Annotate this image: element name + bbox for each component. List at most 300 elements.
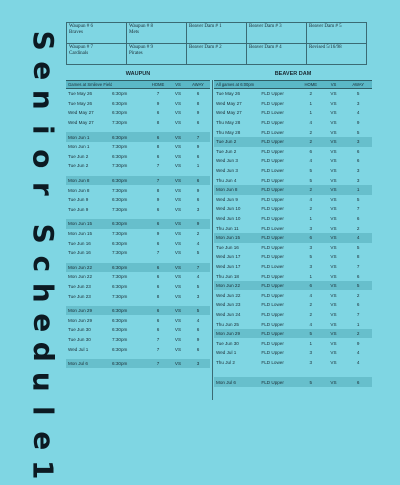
column-header: VS xyxy=(330,82,337,87)
cell-away: 7 xyxy=(356,263,360,269)
table-row xyxy=(214,348,372,358)
cell-vs: VS xyxy=(174,240,182,246)
title-letter: d xyxy=(26,341,60,362)
cell-time: FLD Upper xyxy=(261,379,284,385)
cell-time: FLD Upper xyxy=(261,350,284,356)
cell-vs: VS xyxy=(174,327,182,333)
cell-day: Tue Jun 16 xyxy=(216,244,239,250)
cell-vs: VS xyxy=(174,144,182,150)
cell-vs: VS xyxy=(174,153,182,159)
cell-day: Mon Jun 29 xyxy=(68,317,93,323)
cell-day: Tue May 26 xyxy=(216,91,241,97)
cell-vs: VS xyxy=(330,340,337,346)
cell-time: 6:30pm xyxy=(112,308,128,314)
cell-day: Wed Jun 17 xyxy=(216,254,241,260)
cell-away: 6 xyxy=(356,158,360,164)
beaver-dam-schedule-table xyxy=(214,80,372,387)
team-cell xyxy=(127,44,187,65)
team-legend xyxy=(66,22,367,65)
cell-vs: VS xyxy=(174,206,182,212)
cell-day: Wed Jun 23 xyxy=(216,302,241,308)
table-row xyxy=(214,377,372,387)
cell-away: 6 xyxy=(196,178,200,184)
cell-vs: VS xyxy=(330,273,337,279)
title-letter: n xyxy=(26,89,60,110)
cell-time: FLD Lower xyxy=(261,168,284,174)
team-cell xyxy=(247,44,307,65)
cell-vs: VS xyxy=(330,110,337,116)
cell-day: Tue Jun 2 xyxy=(68,153,89,159)
team-number: Beaver Dam # 5 xyxy=(309,24,342,29)
cell-home: 4 xyxy=(309,321,313,327)
table-row xyxy=(214,147,372,157)
cell-home: 1 xyxy=(309,100,313,106)
cell-home: 7 xyxy=(156,250,160,256)
table-row xyxy=(214,310,372,320)
cell-day: Mon Jun 29 xyxy=(216,331,241,337)
team-name: Braves xyxy=(69,30,83,35)
cell-away: 3 xyxy=(196,206,200,212)
cell-home: 2 xyxy=(309,206,313,212)
cell-time: 6:30pm xyxy=(112,264,128,270)
cell-home: 6 xyxy=(156,327,160,333)
cell-day: Wed Jun 10 xyxy=(216,206,241,212)
cell-day: Mon Jun 8 xyxy=(68,178,90,184)
cell-vs: VS xyxy=(330,120,337,126)
cell-home: 7 xyxy=(156,91,160,97)
cell-away: 5 xyxy=(196,308,200,314)
team-number: Beaver Dam # 2 xyxy=(189,45,222,50)
cell-away: 3 xyxy=(356,100,360,106)
cell-home: 6 xyxy=(309,148,313,154)
table-row xyxy=(214,233,372,243)
table-row xyxy=(66,195,210,205)
cell-time: FLD Upper xyxy=(261,311,284,317)
title-letter: S xyxy=(26,223,60,244)
cell-day: Mon Jun 29 xyxy=(68,308,93,314)
cell-home: 4 xyxy=(309,120,313,126)
cell-away: 3 xyxy=(356,177,360,183)
column-header: Games at Smileve Field xyxy=(68,82,112,87)
cell-home: 8 xyxy=(156,293,160,299)
cell-home: 6 xyxy=(156,274,160,280)
cell-time: 7:30pm xyxy=(112,144,128,150)
cell-away: 7 xyxy=(356,206,360,212)
cell-time: FLD Lower xyxy=(261,129,284,135)
cell-away: 5 xyxy=(356,129,360,135)
cell-home: 5 xyxy=(309,331,313,337)
cell-day: Thu Jul 2 xyxy=(216,359,235,365)
cell-time: FLD Upper xyxy=(261,120,284,126)
cell-time: 7:30pm xyxy=(112,231,128,237)
team-cell xyxy=(247,23,307,44)
table-row xyxy=(214,175,372,185)
team-number: Waupun # 9 xyxy=(129,45,154,50)
cell-home: 4 xyxy=(309,158,313,164)
cell-home: 8 xyxy=(156,144,160,150)
cell-time: 6:30pm xyxy=(112,91,128,97)
cell-vs: VS xyxy=(330,244,337,250)
cell-vs: VS xyxy=(174,264,182,270)
cell-vs: VS xyxy=(330,379,337,385)
table-row xyxy=(214,156,372,166)
cell-vs: VS xyxy=(174,221,182,227)
cell-vs: VS xyxy=(174,120,182,126)
table-row xyxy=(66,282,210,292)
table-row xyxy=(214,262,372,272)
cell-time: FLD Upper xyxy=(261,273,284,279)
cell-day: Wed May 27 xyxy=(68,120,94,126)
table-row xyxy=(66,185,210,195)
team-name: Cardinals xyxy=(69,51,89,56)
cell-day: Mon Jun 1 xyxy=(68,144,90,150)
cell-away: 2 xyxy=(356,331,360,337)
cell-home: 2 xyxy=(309,91,313,97)
cell-time: FLD Upper xyxy=(261,187,284,193)
cell-time: 6:30pm xyxy=(112,240,128,246)
cell-away: 4 xyxy=(356,110,360,116)
cell-away: 9 xyxy=(196,110,200,116)
cell-away: 9 xyxy=(196,336,200,342)
cell-home: 7 xyxy=(156,178,160,184)
cell-away: 5 xyxy=(356,244,360,250)
table-row xyxy=(214,118,372,128)
title-letter: l xyxy=(26,405,60,416)
cell-home: 7 xyxy=(156,361,160,367)
cell-away: 9 xyxy=(356,120,360,126)
table-row xyxy=(214,319,372,329)
cell-away: 9 xyxy=(196,221,200,227)
title-letter: S xyxy=(26,30,60,51)
table-row xyxy=(66,152,210,162)
table-row xyxy=(214,204,372,214)
table-row xyxy=(214,137,372,147)
cell-day: Wed Jun 17 xyxy=(216,263,241,269)
cell-day: Mon Jun 22 xyxy=(68,274,93,280)
cell-time: FLD Upper xyxy=(261,331,284,337)
cell-time: 7:30pm xyxy=(112,293,128,299)
table-row xyxy=(214,281,372,291)
waupun-heading: WAUPUN xyxy=(125,71,151,77)
cell-away: 4 xyxy=(356,359,360,365)
cell-vs: VS xyxy=(330,292,337,298)
cell-time: FLD Upper xyxy=(261,139,284,145)
cell-home: 3 xyxy=(309,225,313,231)
cell-home: 2 xyxy=(309,129,313,135)
cell-time: 6:30pm xyxy=(112,153,128,159)
title-letter: e xyxy=(26,312,60,332)
cell-time: FLD Upper xyxy=(261,148,284,154)
cell-time: 6:30pm xyxy=(112,283,128,289)
cell-home: 1 xyxy=(309,340,313,346)
cell-away: 5 xyxy=(196,283,200,289)
cell-day: Wed Jun 3 xyxy=(216,168,238,174)
team-name: Pirates xyxy=(129,51,143,56)
table-row xyxy=(66,161,210,171)
table-row xyxy=(214,214,372,224)
cell-home: 6 xyxy=(309,283,313,289)
cell-away: 6 xyxy=(356,148,360,154)
waupun-schedule-table xyxy=(66,80,210,368)
cell-away: 5 xyxy=(356,283,360,289)
cell-vs: VS xyxy=(330,196,337,202)
cell-vs: VS xyxy=(174,336,182,342)
cell-time: FLD Lower xyxy=(261,263,284,269)
cell-home: 6 xyxy=(156,110,160,116)
cell-time: 7:30pm xyxy=(112,250,128,256)
cell-vs: VS xyxy=(174,187,182,193)
cell-time: 6:30pm xyxy=(112,327,128,333)
cell-home: 6 xyxy=(156,134,160,140)
cell-day: Wed Jun 3 xyxy=(216,158,238,164)
cell-day: Thu May 28 xyxy=(216,120,241,126)
column-header: AWAY xyxy=(352,82,365,87)
cell-time: 7:30pm xyxy=(112,336,128,342)
cell-home: 6 xyxy=(156,308,160,314)
cell-day: Mon Jun 15 xyxy=(68,231,93,237)
cell-vs: VS xyxy=(174,346,182,352)
title-letter: i xyxy=(26,124,60,135)
cell-away: 4 xyxy=(356,350,360,356)
cell-away: 2 xyxy=(356,225,360,231)
team-cell xyxy=(67,23,127,44)
table-row xyxy=(66,306,210,316)
cell-home: 1 xyxy=(309,216,313,222)
column-divider xyxy=(212,80,213,400)
cell-day: Wed May 27 xyxy=(216,110,242,116)
cell-day: Wed Jun 10 xyxy=(216,216,241,222)
table-row xyxy=(214,329,372,339)
cell-day: Thu Jun 11 xyxy=(216,225,239,231)
table-row xyxy=(66,205,210,215)
cell-away: 7 xyxy=(196,134,200,140)
cell-vs: VS xyxy=(174,163,182,169)
cell-day: Wed Jun 9 xyxy=(216,196,238,202)
cell-day: Tue Jun 2 xyxy=(216,148,237,154)
cell-away: 4 xyxy=(196,317,200,323)
cell-time: FLD Upper xyxy=(261,321,284,327)
cell-home: 6 xyxy=(156,264,160,270)
cell-vs: VS xyxy=(174,231,182,237)
team-number: Revised 5/16/98 xyxy=(309,45,342,50)
team-number: Waupun # 6 xyxy=(69,24,94,29)
table-row xyxy=(66,344,210,354)
cell-day: Tue May 26 xyxy=(68,100,93,106)
cell-day: Wed May 27 xyxy=(216,100,242,106)
cell-time: 7:30pm xyxy=(112,187,128,193)
cell-day: Tue Jun 30 xyxy=(216,340,239,346)
cell-home: 1 xyxy=(309,110,313,116)
cell-vs: VS xyxy=(330,206,337,212)
cell-home: 4 xyxy=(309,292,313,298)
cell-time: 7:30pm xyxy=(112,274,128,280)
cell-vs: VS xyxy=(330,129,337,135)
cell-vs: VS xyxy=(330,100,337,106)
cell-day: Mon Jun 8 xyxy=(216,187,238,193)
cell-vs: VS xyxy=(330,263,337,269)
cell-time: FLD Upper xyxy=(261,91,284,97)
table-row xyxy=(214,166,372,176)
team-cell xyxy=(67,44,127,65)
cell-time: FLD Upper xyxy=(261,292,284,298)
cell-vs: VS xyxy=(330,216,337,222)
table-row xyxy=(66,272,210,282)
cell-home: 8 xyxy=(156,120,160,126)
table-row xyxy=(214,300,372,310)
cell-away: 4 xyxy=(196,240,200,246)
cell-time: FLD Upper xyxy=(261,235,284,241)
cell-away: 6 xyxy=(196,197,200,203)
table-row xyxy=(66,359,210,369)
cell-home: 5 xyxy=(309,177,313,183)
cell-away: 6 xyxy=(356,216,360,222)
cell-time: 6:30pm xyxy=(112,317,128,323)
table-row xyxy=(214,290,372,300)
cell-vs: VS xyxy=(330,311,337,317)
cell-vs: VS xyxy=(330,177,337,183)
cell-day: Thu May 28 xyxy=(216,129,241,135)
cell-vs: VS xyxy=(174,317,182,323)
cell-away: 7 xyxy=(196,264,200,270)
title-letter: h xyxy=(26,282,60,303)
team-cell xyxy=(187,23,247,44)
cell-vs: VS xyxy=(174,100,182,106)
cell-day: Thu Jun 18 xyxy=(216,273,239,279)
cell-home: 9 xyxy=(156,197,160,203)
cell-home: 3 xyxy=(309,263,313,269)
cell-day: Tue Jun 16 xyxy=(68,240,91,246)
cell-home: 2 xyxy=(309,187,313,193)
title-letter: 1 xyxy=(26,460,60,480)
cell-away: 1 xyxy=(356,187,360,193)
cell-home: 6 xyxy=(156,317,160,323)
cell-time: 6:30pm xyxy=(112,346,128,352)
cell-vs: VS xyxy=(174,274,182,280)
cell-vs: VS xyxy=(330,302,337,308)
cell-away: 9 xyxy=(196,187,200,193)
cell-home: 5 xyxy=(309,168,313,174)
title-letter: u xyxy=(26,371,60,392)
cell-home: 4 xyxy=(309,196,313,202)
cell-time: FLD Upper xyxy=(261,196,284,202)
cell-away: 1 xyxy=(196,163,200,169)
cell-time: FLD Upper xyxy=(261,177,284,183)
cell-away: 1 xyxy=(356,321,360,327)
cell-home: 6 xyxy=(156,283,160,289)
cell-home: 9 xyxy=(156,231,160,237)
cell-away: 5 xyxy=(196,250,200,256)
cell-home: 6 xyxy=(156,221,160,227)
cell-home: 6 xyxy=(156,240,160,246)
cell-time: 6:30pm xyxy=(112,361,128,367)
team-number: Beaver Dam # 4 xyxy=(249,45,282,50)
cell-vs: VS xyxy=(330,359,337,365)
cell-day: Tue Jun 23 xyxy=(68,283,91,289)
cell-day: Mon Jun 8 xyxy=(68,187,90,193)
cell-day: Wed Jun 22 xyxy=(216,292,241,298)
cell-vs: VS xyxy=(330,139,337,145)
cell-home: 2 xyxy=(309,302,313,308)
cell-vs: VS xyxy=(174,283,182,289)
cell-day: Tue Jun 2 xyxy=(216,139,237,145)
cell-home: 2 xyxy=(309,139,313,145)
table-row xyxy=(214,89,372,99)
cell-away: 7 xyxy=(356,311,360,317)
table-row xyxy=(66,108,210,118)
table-row xyxy=(214,358,372,368)
team-cell xyxy=(307,44,367,65)
table-row xyxy=(66,229,210,239)
cell-away: 3 xyxy=(196,361,200,367)
cell-home: 1 xyxy=(309,273,313,279)
cell-time: FLD Upper xyxy=(261,244,284,250)
cell-vs: VS xyxy=(330,254,337,260)
cell-time: 6:30pm xyxy=(112,178,128,184)
title-letter: r xyxy=(26,181,60,196)
column-header: AWAY xyxy=(192,82,204,87)
cell-home: 2 xyxy=(309,311,313,317)
team-number: Waupun # 8 xyxy=(129,24,154,29)
cell-time: FLD Upper xyxy=(261,283,284,289)
table-row xyxy=(214,223,372,233)
cell-day: Tue Jun 30 xyxy=(68,336,91,342)
cell-home: 7 xyxy=(156,163,160,169)
cell-home: 9 xyxy=(156,100,160,106)
cell-away: 6 xyxy=(196,120,200,126)
table-row xyxy=(214,243,372,253)
cell-away: 6 xyxy=(356,273,360,279)
cell-day: Tue Jun 23 xyxy=(68,293,91,299)
cell-vs: VS xyxy=(330,283,337,289)
table-row xyxy=(214,99,372,109)
cell-away: 2 xyxy=(196,231,200,237)
cell-vs: VS xyxy=(330,225,337,231)
cell-vs: VS xyxy=(330,168,337,174)
cell-time: FLD Upper xyxy=(261,158,284,164)
cell-time: 6:30pm xyxy=(112,221,128,227)
cell-away: 6 xyxy=(356,379,360,385)
cell-vs: VS xyxy=(330,321,337,327)
cell-day: Mon Jun 1 xyxy=(68,134,90,140)
cell-home: 3 xyxy=(309,244,313,250)
cell-day: Thu Jun 25 xyxy=(216,321,239,327)
cell-vs: VS xyxy=(330,187,337,193)
cell-vs: VS xyxy=(330,235,337,241)
cell-away: 4 xyxy=(196,274,200,280)
cell-time: FLD Upper xyxy=(261,206,284,212)
cell-time: FLD Lower xyxy=(261,302,284,308)
cell-away: 6 xyxy=(196,346,200,352)
cell-day: Mon Jun 15 xyxy=(216,235,241,241)
team-name: Mets xyxy=(129,30,139,35)
cell-day: Mon Jun 15 xyxy=(68,221,93,227)
table-header xyxy=(214,80,372,89)
cell-away: 3 xyxy=(356,168,360,174)
cell-vs: VS xyxy=(330,91,337,97)
cell-vs: VS xyxy=(330,331,337,337)
cell-home: 5 xyxy=(309,379,313,385)
cell-day: Tue Jun 30 xyxy=(68,327,91,333)
cell-time: 6:30pm xyxy=(112,134,128,140)
table-row xyxy=(66,176,210,186)
cell-day: Tue May 26 xyxy=(68,91,93,97)
cell-time: FLD Lower xyxy=(261,359,284,365)
title-letter: e xyxy=(26,60,60,80)
cell-day: Thu Jun 4 xyxy=(216,177,237,183)
table-row xyxy=(66,315,210,325)
table-row xyxy=(66,219,210,229)
cell-vs: VS xyxy=(174,91,182,97)
